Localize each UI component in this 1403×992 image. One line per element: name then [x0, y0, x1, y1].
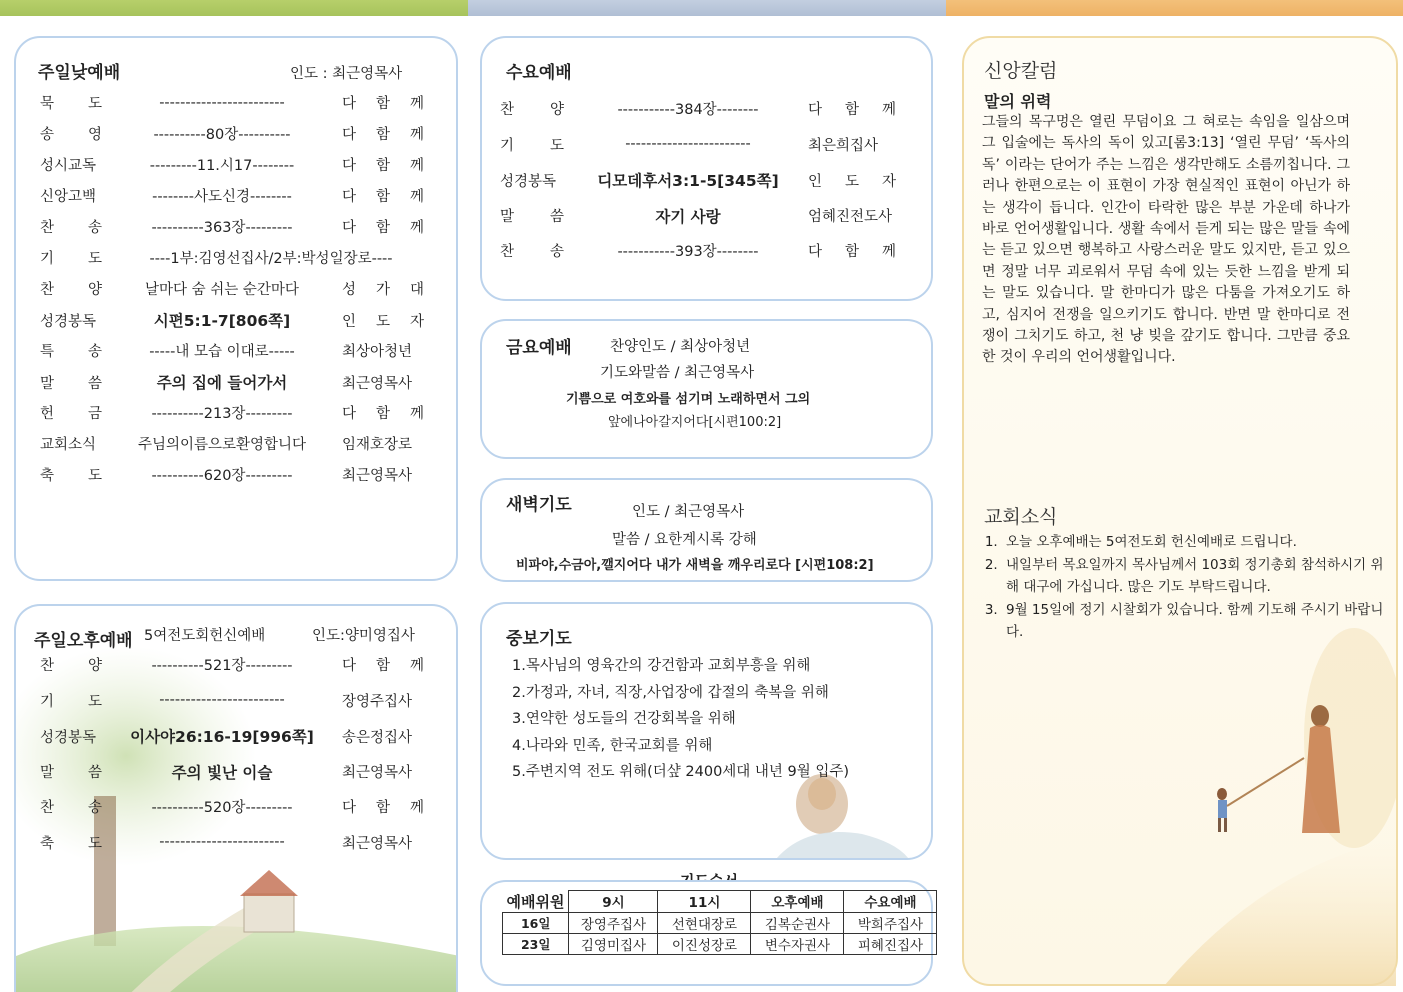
service-row: [40, 654, 424, 675]
service-leader: 최근영목사: [342, 835, 413, 852]
service-leader: 최근영목사: [342, 468, 413, 484]
list-item: 2. 내일부터 목요일까지 목사님께서 103회 정기총회 참석하시기 위해 대구에 가십니다. 많은 기도 부탁드립니다.: [1002, 554, 1386, 599]
sunday-afternoon-leader: 인도:양미영집사: [312, 628, 415, 644]
service-label: 말 씀: [500, 209, 564, 225]
service-content: ----------213장---------: [151, 406, 293, 422]
service-row: [40, 278, 424, 299]
service-row: [40, 309, 424, 331]
service-label: 찬 양: [40, 658, 102, 674]
service-row: [40, 340, 424, 361]
service-label: 기 도: [40, 251, 102, 267]
service-row: [40, 123, 424, 144]
table-row: [503, 933, 937, 954]
list-item: 1.목사님의 영육간의 강건함과 교회부흥을 위해: [512, 658, 811, 674]
service-label: 말 씀: [40, 765, 102, 781]
prayer-order-cell: 피혜진집사: [844, 933, 937, 954]
service-content: ----------520장---------: [151, 800, 293, 816]
dawn-title: 새벽기도: [506, 495, 572, 515]
intercession-title: 중보기도: [506, 629, 572, 649]
prayer-order-header: 수요예배: [844, 891, 937, 913]
service-leader: 송은정집사: [342, 729, 413, 746]
prayer-order-day: 16일: [503, 912, 569, 933]
service-row: [40, 247, 424, 268]
service-row: [40, 433, 424, 454]
prayer-order-cell: 김영미집사: [569, 933, 658, 954]
prayer-order-cell: 선현대장로: [658, 912, 751, 933]
prayer-order-table: [502, 890, 937, 955]
service-leader: 장영주집사: [342, 693, 413, 710]
service-content: ----------363장---------: [151, 220, 293, 236]
service-label: 찬 양: [500, 102, 564, 118]
service-label: 축 도: [40, 835, 102, 852]
service-leader: 최근영목사: [342, 765, 413, 781]
service-label: 찬 양: [40, 282, 102, 298]
sunday-morning-leader: 인도 : 최근영목사: [290, 66, 403, 82]
service-row: [40, 154, 424, 175]
service-label: 기 도: [500, 137, 564, 154]
service-content: ------------------------: [625, 136, 751, 152]
prayer-order-header: 11시: [658, 891, 751, 913]
service-content: --------사도신경--------: [152, 189, 292, 205]
service-label: 성경봉독: [40, 313, 97, 330]
service-leader: 인 도 자: [808, 173, 896, 190]
list-item: 3. 9월 15일에 정기 시찰회가 있습니다. 함께 기도해 주시기 바랍니다.: [1002, 599, 1386, 644]
service-content: ------------------------: [159, 834, 285, 850]
service-row: [500, 169, 896, 191]
dawn-panel: [480, 478, 933, 582]
friday-line1: 찬양인도 / 최상아청년: [610, 339, 751, 355]
service-label: 찬 송: [40, 800, 102, 816]
service-content: ----------620장---------: [151, 468, 293, 484]
service-row: [500, 134, 896, 155]
service-row: [500, 205, 896, 227]
prayer-order-cell: 이진성장로: [658, 933, 751, 954]
service-content: -----------384장--------: [617, 102, 759, 118]
service-label: 성경봉독: [40, 729, 97, 746]
service-content: 주의 집에 들어가서: [156, 374, 288, 392]
prayer-order-cell: 장영주집사: [569, 912, 658, 933]
service-leader: 다 함 께: [342, 220, 424, 236]
service-row: [40, 796, 424, 817]
top-bar-blue: [468, 0, 946, 16]
sunday-morning-title: 주일낮예배: [38, 63, 121, 83]
prayer-order-corner: 예배위원: [506, 892, 565, 911]
service-leader: 다 함 께: [342, 406, 424, 422]
walking-figures-illustration: [1164, 618, 1396, 986]
service-content: 자기 사랑: [655, 207, 721, 226]
dawn-verse: 비파야,수금아,깰지어다 내가 새벽을 깨우리로다 [시편108:2]: [516, 558, 874, 573]
service-content: ------------------------: [159, 94, 285, 111]
service-content: 주님의이름으로환영합니다: [137, 437, 307, 453]
service-leader: 최근영목사: [342, 375, 413, 392]
service-content: 시편5:1-7[806쪽]: [153, 312, 291, 330]
service-leader: 다 함 께: [342, 127, 424, 143]
service-leader: 최은희집사: [808, 137, 879, 154]
service-label: 헌 금: [40, 406, 102, 422]
friday-title: 금요예배: [506, 338, 572, 358]
service-label: 찬 송: [40, 220, 102, 236]
service-row: [40, 402, 424, 423]
service-label: 말 씀: [40, 375, 102, 392]
service-row: [500, 240, 896, 261]
service-leader: 다 함 께: [808, 102, 896, 118]
service-row: [40, 185, 424, 206]
list-item: 5.주변지역 전도 위해(더샾 2400세대 내년 9월 입주): [512, 764, 850, 780]
service-label: 찬 송: [500, 244, 564, 260]
service-row: [40, 725, 424, 747]
service-label: 축 도: [40, 468, 102, 484]
dawn-line1: 인도 / 최근영목사: [632, 504, 745, 520]
list-item: 3.연약한 성도들의 건강회복을 위해: [512, 711, 736, 727]
prayer-order-header: 9시: [569, 891, 658, 913]
service-row: [40, 690, 424, 711]
service-leader: 엄혜진전도사: [808, 209, 893, 225]
list-item: 4.나라와 민족, 한국교회를 위해: [512, 737, 713, 754]
friday-panel: [480, 319, 933, 459]
prayer-order-cell: 박희주집사: [844, 912, 937, 933]
service-content: 이사야26:16-19[996쪽]: [130, 728, 314, 746]
service-row: [40, 92, 424, 113]
service-content: 주의 빛난 이슬: [171, 763, 273, 782]
service-label: 송 영: [40, 127, 102, 143]
prayer-order-cell: 김복순권사: [751, 912, 844, 933]
service-content: ------------------------: [159, 692, 285, 708]
news-list: [964, 531, 1386, 644]
friday-line2: 기도와말씀 / 최근영목사: [600, 365, 755, 381]
service-content: -----내 모습 이대로-----: [149, 344, 295, 360]
wednesday-panel: [480, 36, 933, 301]
service-label: 특 송: [40, 344, 102, 360]
dawn-line2: 말씀 / 요한계시록 강해: [612, 532, 757, 548]
service-content: ----1부:김영선집사/2부:박성일장로----: [149, 251, 393, 267]
service-leader: 다 함 께: [342, 158, 424, 174]
service-label: 신앙고백: [40, 189, 97, 205]
sunday-afternoon-panel: [14, 604, 458, 992]
service-row: [500, 98, 896, 119]
intercession-panel: [480, 602, 933, 860]
friday-verse2: 앞에나아갈지어다[시편100:2]: [608, 415, 782, 430]
service-row: [40, 761, 424, 783]
service-content: -----------393장--------: [617, 244, 759, 260]
prayer-order-day: 23일: [503, 933, 569, 954]
service-label: 교회소식: [40, 437, 97, 453]
service-leader: 다 함 께: [342, 800, 424, 816]
service-content: 날마다 숨 쉬는 순간마다: [145, 282, 299, 298]
news-title: 교회소식: [984, 506, 1058, 528]
service-label: 기 도: [40, 693, 102, 710]
service-row: [40, 464, 424, 485]
service-label: 묵 도: [40, 96, 102, 112]
prayer-order-header-row: [503, 891, 937, 913]
service-content: ---------11.시17--------: [149, 158, 295, 174]
sunday-morning-panel: [14, 36, 458, 581]
service-leader: 인 도 자: [342, 313, 424, 330]
list-item: 2.가정과, 자녀, 직장,사업장에 갑절의 축복을 위해: [512, 684, 829, 701]
table-row: [503, 912, 937, 933]
service-row: [40, 371, 424, 393]
column-body: 그들의 목구멍은 열린 무덤이요 그 혀로는 속임을 일삼으며 그 입술에는 독사의 독이 있고[롬3:13] ‘열린 무덤’ ‘독사의 독’ 이라는 단어가 주는 느낌은 생각만해도 소름끼칩니다. 그러나 한편으로는 이 표현이 가장 현실적인 표현이 아닌가 하는 생각이 듭니다. 인간이 타락한 많은 부분 가운데 하나가 바로 언어생활입니다. 생활 속에서 듣게 되는 많은 말들 속에는 듣고 있으면 행복하고 사랑스러운 말도 있지만, 듣고 있으면 정말 너무 괴로워서 무덤 속에 있는 듯한 느낌을 받게 되는 말도 있습니다. 말 한마디가 많은 다툼을 가져오기도 하고, 심지어 전쟁을 일으키기도 합니다. 반면 말 한마디로 전쟁이 그치기도 하고, 천 냥 빚을 갚기도 합니다. 그만큼 중요한 것이 우리의 언어생활입니다.: [982, 114, 1350, 366]
top-bar-orange: [946, 0, 1403, 16]
right-panel: [962, 36, 1398, 986]
friday-verse1: 기쁨으로 여호와를 섬기며 노래하면서 그의: [566, 392, 811, 407]
prayer-order-header: 오후예배: [751, 891, 844, 913]
service-leader: 다 함 께: [808, 244, 896, 260]
column-subtitle: 말의 위력: [984, 92, 1052, 111]
top-bar-green: [0, 0, 468, 16]
service-row: [40, 832, 424, 853]
service-leader: 성 가 대: [342, 282, 424, 298]
sunday-afternoon-title: 주일오후예배: [34, 631, 133, 651]
service-leader: 임재호장로: [342, 437, 413, 453]
service-label: 성시교독: [40, 158, 97, 174]
service-leader: 다 함 께: [342, 658, 424, 674]
prayer-order-cell: 변수자권사: [751, 933, 844, 954]
service-content: 디모데후서3:1-5[345쪽]: [597, 172, 779, 190]
service-content: ----------521장---------: [151, 658, 293, 674]
service-leader: 다 함 께: [342, 189, 424, 205]
service-leader: 최상아청년: [342, 344, 413, 360]
intercession-list: [512, 653, 849, 786]
wednesday-title: 수요예배: [506, 63, 572, 83]
sunday-afternoon-subtitle: 5여전도회헌신예배: [144, 628, 266, 644]
list-item: 1. 오늘 오후예배는 5여전도회 헌신예배로 드립니다.: [1002, 531, 1386, 554]
service-label: 성경봉독: [500, 173, 557, 190]
service-leader: 다 함 께: [342, 96, 424, 112]
service-row: [40, 216, 424, 237]
service-content: ----------80장----------: [153, 127, 291, 143]
column-title: 신앙칼럼: [984, 60, 1058, 82]
